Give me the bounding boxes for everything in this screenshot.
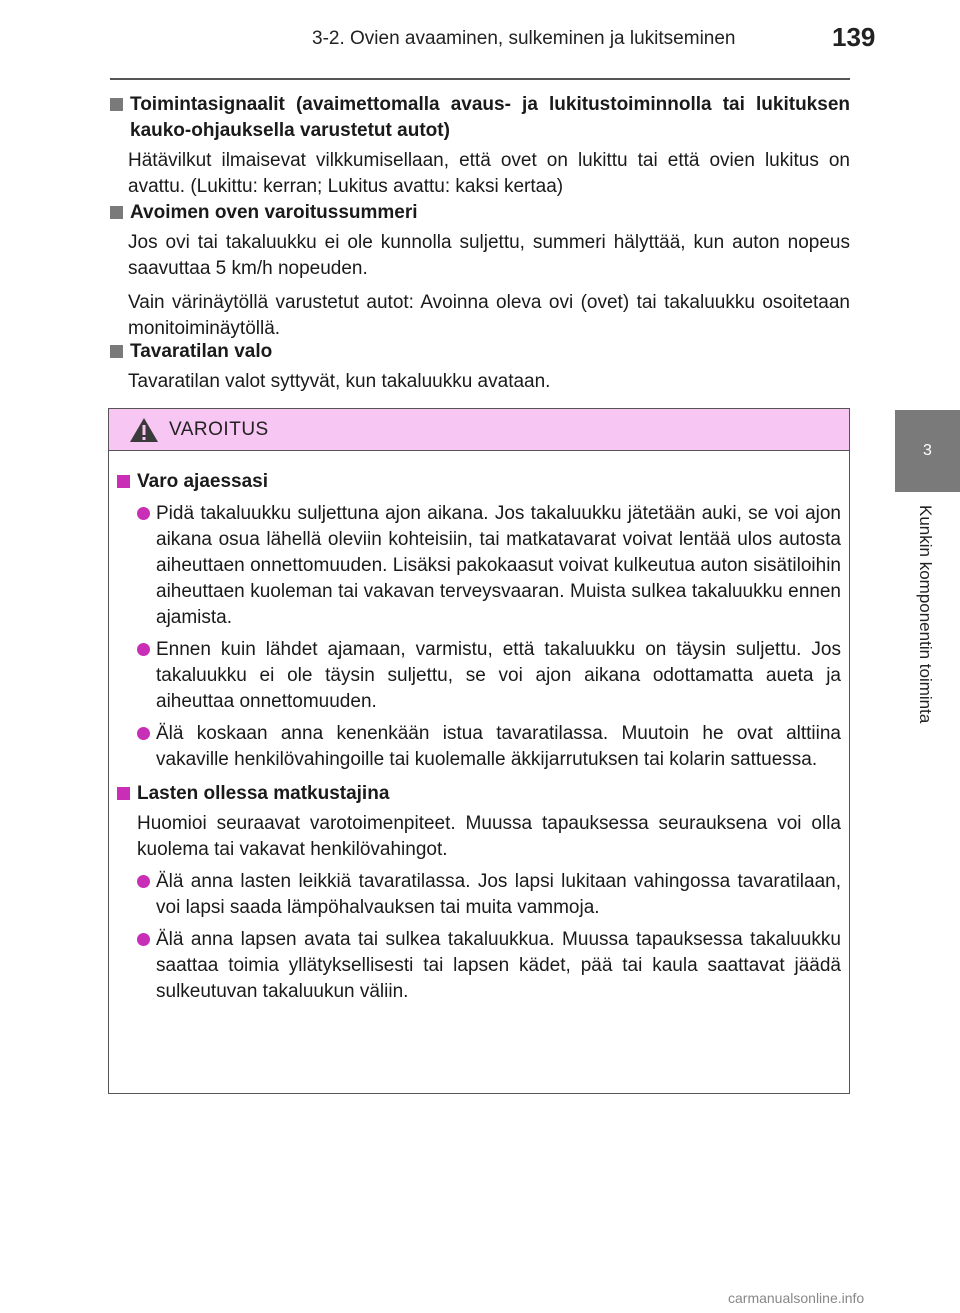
page-number: 139 xyxy=(832,22,876,52)
square-bullet-icon xyxy=(110,345,123,358)
square-bullet-icon xyxy=(117,787,130,800)
section-paragraph: Jos ovi tai takaluukku ei ole kunnolla suljettu, summeri hälyttää, kun auton nopeus saavuttaa 5 km/h nopeuden. xyxy=(128,232,850,279)
chapter-label: Kunkin komponentin toiminta xyxy=(916,505,935,724)
section-signals xyxy=(110,92,850,200)
round-bullet-icon xyxy=(137,507,150,520)
warning-bullet: Älä koskaan anna kenenkään istua tavaratilassa. Muutoin he ovat alttiina vakaville henkilövahingoille tai kuolemalle äkkijarrutuksen tai kolarin sattuessa. xyxy=(137,721,841,773)
round-bullet-icon xyxy=(137,727,150,740)
section-heading: Avoimen oven varoitussummeri xyxy=(130,202,418,223)
section-paragraph: Vain värinäytöllä varustetut autot: Avoinna oleva ovi (ovet) tai takaluukku osoitetaan monitoiminäytöllä. xyxy=(128,292,850,339)
chapter-tab xyxy=(895,410,960,492)
warning-section-heading: Lasten ollessa matkustajina xyxy=(137,783,390,804)
header-rule xyxy=(110,78,850,80)
round-bullet-icon xyxy=(137,875,150,888)
section-heading: Toimintasignaalit (avaimettomalla avaus- ja lukitustoiminnolla tai lukituksen kauko-ohjauksella varustetut autot) xyxy=(130,94,850,141)
warning-intro: Huomioi seuraavat varotoimenpiteet. Muussa tapauksessa seurauksena voi olla kuolema tai vakavat henkilövahingot. xyxy=(137,813,841,860)
warning-section-heading: Varo ajaessasi xyxy=(137,471,268,492)
warning-title: VAROITUS xyxy=(169,418,269,440)
warning-triangle-icon xyxy=(129,417,159,443)
section-luggage-light xyxy=(110,339,850,395)
warning-bullet: Ennen kuin lähdet ajamaan, varmistu, että takaluukku on täysin suljettu. Jos takaluukku ei ole täysin suljettu, se voi ajon aikana odottamatta aueta ja aiheuttaa onnettomuuden. xyxy=(137,637,841,715)
warning-box xyxy=(108,408,850,1094)
section-heading: Tavaratilan valo xyxy=(130,341,273,362)
round-bullet-icon xyxy=(137,643,150,656)
warning-bullet: Pidä takaluukku suljettuna ajon aikana. Jos takaluukku jätetään auki, se voi ajon aikana osua lähellä oleviin kohteisiin, tai matkatavarat voivat lentää ulos autosta aiheuttaen onnettomuuden. Lisäksi pakokaasut voivat kulkeutua auton sisätiloihin aiheuttaen kuoleman tai vakavan terveysvaaran. Muista sulkea takaluukku ennen ajamista. xyxy=(137,501,841,631)
square-bullet-icon xyxy=(117,475,130,488)
chapter-number: 3 xyxy=(923,442,932,459)
section-paragraph: Hätävilkut ilmaisevat vilkkumisellaan, että ovet on lukittu tai että ovien lukitus on avattu. (Lukittu: kerran; Lukitus avattu: kaksi kertaa) xyxy=(128,150,850,197)
watermark: carmanualsonline.info xyxy=(728,1290,865,1306)
warning-bullet: Älä anna lapsen avata tai sulkea takaluukkua. Muussa tapauksessa takaluukku saattaa toimia yllätyksellisesti tai lapsen kädet, pää tai kaula saattavat jäädä sulkeutuvan takaluukun väliin. xyxy=(137,927,841,1005)
warning-header xyxy=(109,409,849,451)
square-bullet-icon xyxy=(110,98,123,111)
header-title: 3-2. Ovien avaaminen, sulkeminen ja lukitseminen xyxy=(312,28,736,49)
section-paragraph: Tavaratilan valot syttyvät, kun takaluukku avataan. xyxy=(128,371,551,392)
round-bullet-icon xyxy=(137,933,150,946)
square-bullet-icon xyxy=(110,206,123,219)
warning-bullet: Älä anna lasten leikkiä tavaratilassa. Jos lapsi lukitaan vahingossa tavaratilaan, voi lapsi saada lämpöhalvauksen tai muita vammoja. xyxy=(137,869,841,921)
section-door-buzzer xyxy=(110,200,850,342)
